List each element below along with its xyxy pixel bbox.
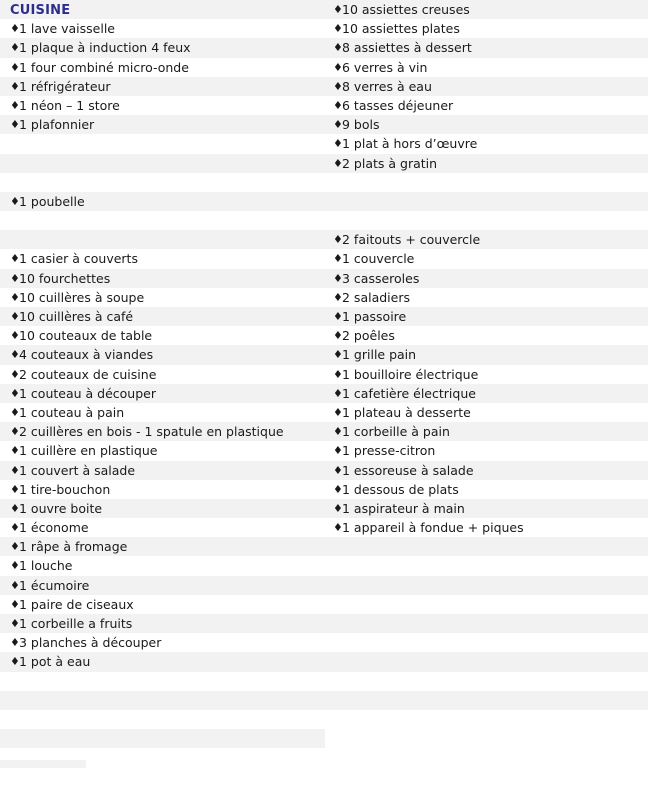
- list-item: [325, 115, 648, 134]
- list-item-label: 1 râpe à fromage: [19, 539, 128, 555]
- list-item-label: 6 verres à vin: [342, 59, 428, 75]
- diamond-bullet-icon: ♦: [333, 405, 343, 419]
- list-item-label: 2 plats à gratin: [342, 155, 438, 171]
- list-item-label: 1 plaque à induction 4 feux: [19, 40, 191, 56]
- list-item: [0, 96, 325, 115]
- list-item-label: 6 tasses déjeuner: [342, 97, 454, 113]
- diamond-bullet-icon: ♦: [333, 271, 343, 285]
- list-item: [325, 269, 648, 288]
- list-item-label: 1 corbeille à pain: [342, 424, 450, 440]
- list-item-label: 4 couteaux à viandes: [19, 347, 154, 363]
- diamond-bullet-icon: ♦: [10, 405, 20, 419]
- blank-row: [0, 154, 325, 173]
- list-item: [325, 480, 648, 499]
- list-item: [325, 403, 648, 422]
- page-title: CUISINE: [10, 3, 71, 18]
- diamond-bullet-icon: ♦: [10, 290, 20, 304]
- blank-row: [325, 192, 648, 211]
- list-item-label: 1 dessous de plats: [342, 481, 459, 497]
- diamond-bullet-icon: ♦: [333, 252, 343, 266]
- blank-row: [0, 672, 325, 691]
- list-item-label: 1 casier à couverts: [19, 251, 138, 267]
- list-item-label: 3 casseroles: [342, 270, 420, 286]
- footer-strip: [0, 760, 648, 800]
- list-item-label: 1 couvert à salade: [19, 462, 136, 478]
- list-item-label: 1 grille pain: [342, 347, 417, 363]
- diamond-bullet-icon: ♦: [333, 156, 343, 170]
- list-item-label: 1 économe: [19, 520, 89, 536]
- list-item: [0, 365, 325, 384]
- diamond-bullet-icon: ♦: [10, 444, 20, 458]
- list-item: [325, 154, 648, 173]
- diamond-bullet-icon: ♦: [333, 329, 343, 343]
- list-item: [0, 422, 325, 441]
- diamond-bullet-icon: ♦: [333, 60, 343, 74]
- diamond-bullet-icon: ♦: [10, 310, 20, 323]
- list-item: [325, 249, 648, 268]
- list-item: [325, 384, 648, 403]
- list-item: [325, 134, 648, 153]
- footer-bar: [0, 760, 86, 768]
- diamond-bullet-icon: ♦: [10, 98, 20, 112]
- list-item: [0, 537, 325, 556]
- blank-row: [325, 710, 648, 729]
- list-item: [0, 269, 325, 288]
- diamond-bullet-icon: ♦: [10, 636, 20, 650]
- list-item: [0, 403, 325, 422]
- list-item-label: 1 essoreuse à salade: [342, 462, 474, 478]
- blank-row: [0, 729, 325, 748]
- diamond-bullet-icon: ♦: [10, 329, 20, 343]
- diamond-bullet-icon: ♦: [333, 290, 343, 304]
- list-item: [0, 19, 325, 38]
- blank-row: [325, 173, 648, 192]
- list-item: [0, 249, 325, 268]
- list-item-label: 1 cafetière électrique: [342, 385, 476, 401]
- list-item-label: 10 fourchettes: [19, 270, 111, 286]
- list-item: [325, 345, 648, 364]
- list-item: [325, 326, 648, 345]
- diamond-bullet-icon: ♦: [10, 597, 20, 611]
- list-item-label: 1 plateau à desserte: [342, 404, 471, 420]
- diamond-bullet-icon: ♦: [333, 444, 343, 458]
- list-item-label: 2 poêles: [342, 328, 395, 344]
- blank-row: [325, 633, 648, 652]
- list-item-label: 10 cuillères à soupe: [19, 289, 145, 305]
- blank-row: [0, 710, 325, 729]
- list-item: [0, 115, 325, 134]
- list-item-label: 1 four combiné micro-onde: [19, 59, 189, 75]
- diamond-bullet-icon: ♦: [10, 521, 20, 535]
- list-item-label: 1 poubelle: [19, 193, 85, 209]
- diamond-bullet-icon: ♦: [333, 79, 343, 93]
- list-item: [0, 595, 325, 614]
- list-item-label: 1 plat à hors d’œuvre: [342, 136, 478, 152]
- diamond-bullet-icon: ♦: [333, 41, 343, 55]
- list-item: [325, 77, 648, 96]
- diamond-bullet-icon: ♦: [10, 559, 20, 573]
- diamond-bullet-icon: ♦: [10, 463, 20, 477]
- diamond-bullet-icon: ♦: [10, 22, 20, 36]
- diamond-bullet-icon: ♦: [10, 118, 20, 132]
- blank-row: [0, 173, 325, 192]
- list-item: [325, 422, 648, 441]
- list-item: [0, 461, 325, 480]
- list-item-label: 10 couteaux de table: [19, 328, 153, 344]
- list-item-label: 1 réfrigérateur: [19, 78, 111, 94]
- list-item-label: 2 cuillères en bois - 1 spatule en plastique: [19, 424, 284, 440]
- diamond-bullet-icon: ♦: [10, 578, 20, 592]
- section-title: [0, 0, 325, 19]
- list-item: [0, 518, 325, 537]
- list-item-label: 1 louche: [19, 558, 73, 574]
- blank-row: [325, 614, 648, 633]
- diamond-bullet-icon: ♦: [10, 367, 20, 381]
- diamond-bullet-icon: ♦: [333, 367, 343, 381]
- diamond-bullet-icon: ♦: [10, 482, 20, 496]
- diamond-bullet-icon: ♦: [10, 617, 20, 630]
- diamond-bullet-icon: ♦: [10, 271, 20, 285]
- blank-row: [325, 672, 648, 691]
- diamond-bullet-icon: ♦: [333, 386, 343, 400]
- list-item: [325, 58, 648, 77]
- list-item: [325, 230, 648, 249]
- list-item: [325, 461, 648, 480]
- diamond-bullet-icon: ♦: [10, 655, 20, 669]
- list-item-label: 1 plafonnier: [19, 117, 95, 133]
- list-item-label: 8 verres à eau: [342, 78, 432, 94]
- list-item: [325, 19, 648, 38]
- list-item-label: 1 aspirateur à main: [342, 500, 465, 516]
- list-item-label: 1 couvercle: [342, 251, 415, 267]
- list-item-label: 1 néon – 1 store: [19, 97, 120, 113]
- list-item-label: 10 cuillères à café: [19, 309, 134, 324]
- list-item: [325, 365, 648, 384]
- diamond-bullet-icon: ♦: [10, 348, 20, 362]
- list-item: [0, 58, 325, 77]
- list-item-label: 1 appareil à fondue + piques: [342, 520, 524, 536]
- diamond-bullet-icon: ♦: [333, 482, 343, 496]
- list-item: [0, 345, 325, 364]
- diamond-bullet-icon: ♦: [10, 425, 20, 439]
- list-item-label: 1 couteau à découper: [19, 385, 156, 401]
- blank-row: [0, 230, 325, 249]
- diamond-bullet-icon: ♦: [10, 41, 20, 55]
- list-item: [325, 96, 648, 115]
- list-item: [325, 441, 648, 460]
- list-item: [325, 518, 648, 537]
- list-item: [0, 77, 325, 96]
- blank-row: [325, 691, 648, 710]
- blank-row: [0, 211, 325, 230]
- list-item-label: 1 corbeille a fruits: [19, 616, 133, 631]
- list-item: [0, 480, 325, 499]
- list-item-label: 10 assiettes creuses: [342, 2, 470, 17]
- list-item: [0, 499, 325, 518]
- list-item: [0, 556, 325, 575]
- diamond-bullet-icon: ♦: [10, 60, 20, 74]
- diamond-bullet-icon: ♦: [333, 137, 343, 151]
- blank-row: [325, 576, 648, 595]
- list-item: [0, 441, 325, 460]
- list-item-label: 9 bols: [342, 117, 380, 133]
- list-item-label: 1 pot à eau: [19, 654, 91, 670]
- list-item-label: 1 cuillère en plastique: [19, 443, 158, 459]
- blank-row: [325, 537, 648, 556]
- blank-row: [0, 134, 325, 153]
- list-item-label: 1 paire de ciseaux: [19, 596, 134, 612]
- list-item-label: 1 tire-bouchon: [19, 481, 111, 497]
- list-item-label: 10 assiettes plates: [342, 21, 460, 37]
- blank-row: [325, 211, 648, 230]
- diamond-bullet-icon: ♦: [10, 501, 20, 515]
- diamond-bullet-icon: ♦: [333, 233, 343, 247]
- list-item-label: 2 couteaux de cuisine: [19, 366, 157, 382]
- diamond-bullet-icon: ♦: [333, 501, 343, 515]
- diamond-bullet-icon: ♦: [333, 425, 343, 439]
- list-item-label: 1 écumoire: [19, 577, 90, 593]
- diamond-bullet-icon: ♦: [333, 310, 343, 323]
- diamond-bullet-icon: ♦: [333, 463, 343, 477]
- blank-row: [325, 595, 648, 614]
- list-item: [0, 307, 325, 326]
- list-item-label: 1 bouilloire électrique: [342, 366, 479, 382]
- list-item: [0, 633, 325, 652]
- list-item-label: 1 lave vaisselle: [19, 21, 116, 37]
- list-item: [325, 288, 648, 307]
- list-item: [0, 288, 325, 307]
- list-item: [325, 0, 648, 19]
- list-item: [325, 499, 648, 518]
- diamond-bullet-icon: ♦: [10, 540, 20, 554]
- list-item: [0, 326, 325, 345]
- right-column: [325, 0, 648, 729]
- list-item: [0, 384, 325, 403]
- list-item-label: 3 planches à découper: [19, 635, 162, 651]
- list-item: [0, 38, 325, 57]
- diamond-bullet-icon: ♦: [10, 252, 20, 266]
- list-item-label: 1 presse-citron: [342, 443, 436, 459]
- diamond-bullet-icon: ♦: [10, 194, 20, 208]
- diamond-bullet-icon: ♦: [333, 118, 343, 132]
- list-item-label: 1 couteau à pain: [19, 404, 125, 420]
- blank-row: [0, 691, 325, 710]
- diamond-bullet-icon: ♦: [10, 386, 20, 400]
- diamond-bullet-icon: ♦: [333, 22, 343, 36]
- blank-row: [325, 556, 648, 575]
- list-item-label: 1 ouvre boite: [19, 500, 103, 516]
- left-column: [0, 0, 325, 787]
- list-item-label: 2 saladiers: [342, 289, 410, 305]
- diamond-bullet-icon: ♦: [10, 79, 20, 93]
- diamond-bullet-icon: ♦: [333, 3, 343, 16]
- list-item: [0, 576, 325, 595]
- list-item: [325, 307, 648, 326]
- list-item: [0, 192, 325, 211]
- diamond-bullet-icon: ♦: [333, 348, 343, 362]
- list-item-label: 1 passoire: [342, 309, 407, 324]
- diamond-bullet-icon: ♦: [333, 521, 343, 535]
- list-item: [0, 614, 325, 633]
- list-item-label: 2 faitouts + couvercle: [342, 232, 481, 248]
- blank-row: [325, 652, 648, 671]
- diamond-bullet-icon: ♦: [333, 98, 343, 112]
- list-item: [0, 652, 325, 671]
- list-item-label: 8 assiettes à dessert: [342, 40, 472, 56]
- list-item: [325, 38, 648, 57]
